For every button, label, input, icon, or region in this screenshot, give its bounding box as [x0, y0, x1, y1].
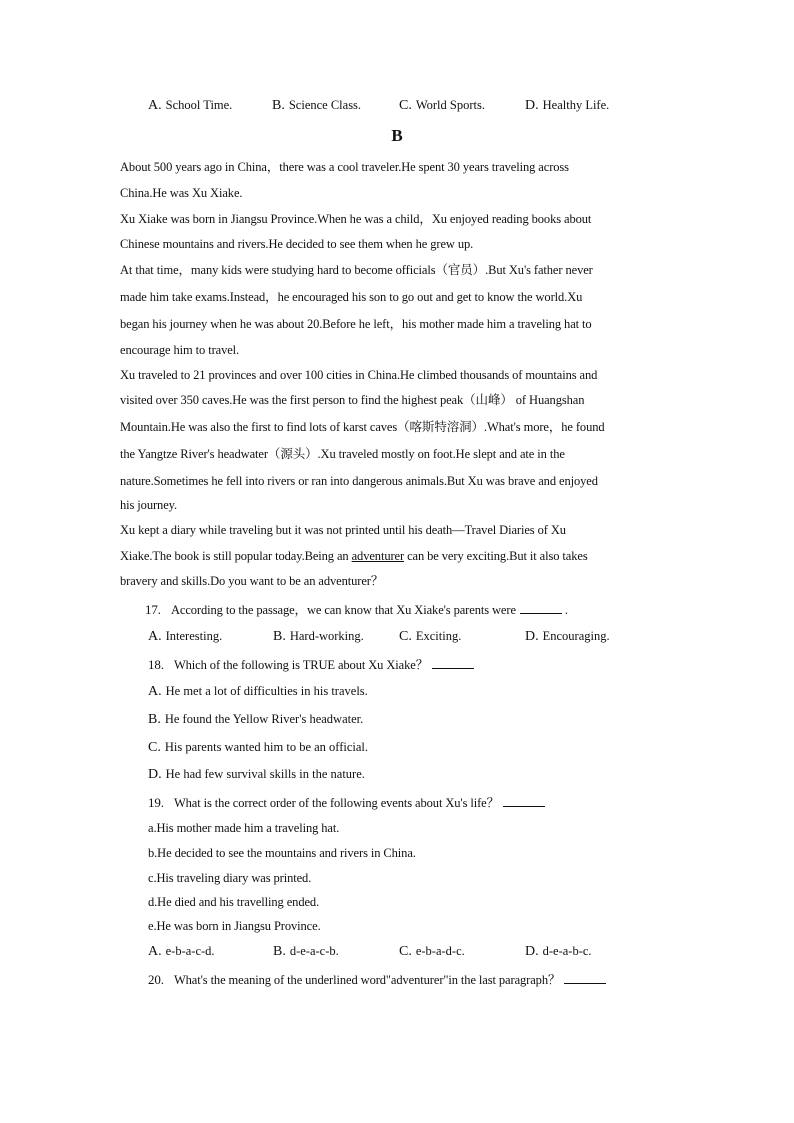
passage-line: Xu traveled to 21 provinces and over 100 cities in China.He climbed thousands of mountains and	[120, 368, 598, 382]
event-item: c.His traveling diary was printed.	[148, 871, 312, 885]
passage-line: nature.Sometimes he fell into rivers or ran into dangerous animals.But Xu was brave and enjoyed	[120, 474, 598, 488]
answer-blank[interactable]	[503, 794, 545, 807]
passage-line: Chinese mountains and rivers.He decided to see them when he grew up.	[120, 237, 474, 251]
q18-option-d[interactable]: D. He had few survival skills in the nature.	[148, 767, 365, 782]
q17-option-a[interactable]: A. Interesting.	[148, 629, 223, 644]
passage-line: visited over 350 caves.He was the first person to find the highest peak（山峰） of Huangshan	[120, 393, 585, 407]
question-18: 18. Which of the following is TRUE about Xu Xiake？	[148, 656, 474, 673]
passage-line: his journey.	[120, 498, 178, 512]
question-20: 20. What's the meaning of the underlined word"adventurer"in the last paragraph？	[148, 971, 606, 988]
answer-blank[interactable]	[432, 656, 474, 669]
passage-line: Xu kept a diary while traveling but it was not printed until his death—Travel Diaries of Xu	[120, 523, 566, 537]
q19-option-c[interactable]: C. e-b-a-d-c.	[399, 944, 465, 959]
event-item: a.His mother made him a traveling hat.	[148, 821, 340, 835]
passage-line: China.He was Xu Xiake.	[120, 186, 243, 200]
event-item: b.He decided to see the mountains and rivers in China.	[148, 846, 416, 860]
q17-option-b[interactable]: B. Hard-working.	[273, 629, 364, 644]
q19-option-a[interactable]: A. e-b-a-c-d.	[148, 944, 215, 959]
question-17: 17. According to the passage，we can know that Xu Xiake's parents were .	[145, 602, 568, 617]
q19-option-b[interactable]: B. d-e-a-c-b.	[273, 944, 339, 959]
prev-option-c: C. World Sports.	[399, 98, 485, 113]
answer-blank[interactable]	[520, 601, 562, 614]
passage-line: bravery and skills.Do you want to be an adventurer？	[120, 574, 384, 588]
passage-line: At that time，many kids were studying hard to become officials（官员）.But Xu's father never	[120, 263, 593, 277]
prev-option-d: D. Healthy Life.	[525, 98, 610, 113]
passage-line: Xiake.The book is still popular today.Being an adventurer can be very exciting.But it also takes	[120, 549, 588, 563]
passage-line: the Yangtze River's headwater（源头）.Xu traveled mostly on foot.He slept and ate in the	[120, 447, 565, 461]
underlined-word: adventurer	[351, 549, 405, 563]
answer-blank[interactable]	[564, 971, 606, 984]
event-item: d.He died and his travelling ended.	[148, 895, 320, 909]
passage-line: made him take exams.Instead，he encouraged his son to go out and get to know the world.Xu	[120, 290, 583, 304]
passage-line: Mountain.He was also the first to find lots of karst caves（喀斯特溶洞）.What's more，he found	[120, 420, 605, 434]
passage-line: encourage him to travel.	[120, 343, 240, 357]
section-heading: B	[391, 126, 403, 145]
passage-line: began his journey when he was about 20.Before he left，his mother made him a traveling hat to	[120, 317, 592, 331]
event-item: e.He was born in Jiangsu Province.	[148, 919, 321, 933]
q17-option-d[interactable]: D. Encouraging.	[525, 629, 610, 644]
q18-option-c[interactable]: C. His parents wanted him to be an official.	[148, 740, 369, 755]
q18-option-b[interactable]: B. He found the Yellow River's headwater.	[148, 712, 364, 727]
passage-line: Xu Xiake was born in Jiangsu Province.When he was a child，Xu enjoyed reading books about	[120, 212, 592, 226]
prev-option-b: B. Science Class.	[272, 98, 362, 113]
question-19: 19. What is the correct order of the following events about Xu's life？	[148, 794, 545, 811]
q19-option-d[interactable]: D. d-e-a-b-c.	[525, 944, 592, 959]
prev-option-a: A. School Time.	[148, 98, 233, 113]
q17-option-c[interactable]: C. Exciting.	[399, 629, 462, 644]
q18-option-a[interactable]: A. He met a lot of difficulties in his travels.	[148, 684, 368, 699]
passage-line: About 500 years ago in China，there was a cool traveler.He spent 30 years traveling across	[120, 160, 569, 174]
